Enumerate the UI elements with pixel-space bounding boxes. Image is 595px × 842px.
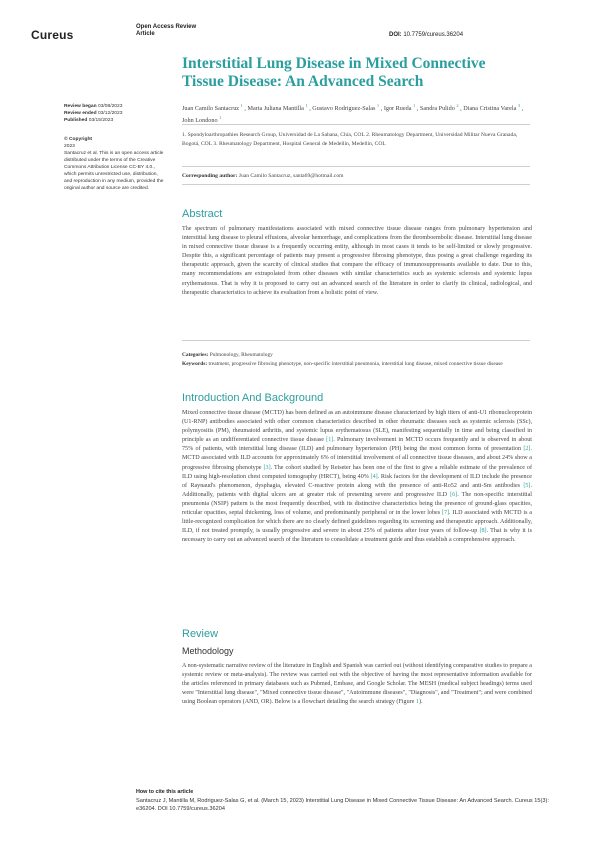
- divider: [182, 340, 530, 341]
- paragraph-text: Mixed connective tissue disease (MCTD) has been defined as an autoimmune disease characterized by high titers of anti-U1 ribonucleoprotein (U1-RNP) antibodies associated with other common characteristics described in other rheumatic diseases such as systemic sclerosis (SSc), polymyositis (PM), rheumatoid arthritis, and systemic lupus erythematosus (SLE), manifesting sequentially in time and being classified in principle as an undifferentiated connective tissue disease: [182, 410, 532, 444]
- review-ended-date: 03/12/2023: [97, 111, 123, 116]
- abstract-text: The spectrum of pulmonary manifestations associated with mixed connective tissue disease ranges from pulmonary hypertension and interstitial lung disease to pleural effusions, alveolar hemorrhage, and complications from the thromboembolic disease. Interstitial lung disease in mixed connective tissue disease is a frequently occurring entity, although in most cases it tends to be self-limited or slowly progressive. Despite this, a significant percentage of patients may present a progressive fibrosing phenotype, thus posing a great challenge regarding its therapeutic approach, given the scarcity of clinical studies that compare the efficacy of immunosuppressants available to date. Due to this, many recommendations are extrapolated from other diseases with similar characteristics such as systemic sclerosis and systemic lupus erythematosus. That is why it is proposed to carry out an advanced search of the literature in order to clarify its clinical, radiological, and therapeutic characteristics to achieve its evaluation from a holistic point of view.: [182, 226, 532, 296]
- categories-text[interactable]: Pulmonology, Rheumatology: [209, 352, 273, 358]
- paragraph-text: . The non-specific interstitial pneumonia (NSIP) pattern is the most frequently described, with its distinctive characteristics being the presence of ground-glass opacities, reticular opacities, septal thickening, loss of volume, and predominantly peripheral or in the lower lobes: [182, 491, 532, 517]
- paragraph-text: . Risk factors for the development of ILD include the presence of Raynaud's phenomenon, dysphagia, elevated C-reactive protein along with the presence of anti-Ro52 and anti-Sm antibodies: [182, 473, 532, 489]
- affil-num: 2.: [366, 132, 371, 138]
- affil-text: Rheumatology Department, Hospital General de Medellín, Medellín, COL: [218, 140, 386, 147]
- paragraph-text: . Pulmonary involvement in MCTD occurs frequently and is observed in about 75% of patients, with interstitial lung disease (ILD) and pulmonary hypertension (PH) being the most common forms of presentation: [182, 437, 532, 453]
- author-name[interactable]: Sandra Pulido: [419, 105, 455, 113]
- author-name[interactable]: Igor Rueda: [383, 105, 412, 113]
- cite-text: Santacruz J, Mantilla M, Rodriguez-Salas G, et al. (March 15, 2023) Interstitial Lung Disease in Mixed Connective Tissue Disease: An Advanced Search. Cureus 15(3): e36204. DOI 10.7759/cureus.36204: [136, 798, 549, 812]
- review-began-date: 03/08/2023: [97, 104, 123, 109]
- methodology-heading: Methodology: [182, 646, 234, 656]
- citation-link[interactable]: [1]: [326, 437, 334, 444]
- citation-link[interactable]: [4]: [370, 473, 378, 480]
- keywords: [182, 360, 532, 368]
- article-type-line2: Article: [136, 31, 155, 37]
- copyright-title: [64, 136, 164, 143]
- abstract-heading: Abstract: [182, 208, 223, 220]
- review-began-label: Review began: [64, 104, 97, 109]
- citation-link[interactable]: [7]: [441, 510, 450, 517]
- divider: [182, 166, 530, 167]
- author-affil: 1: [305, 103, 308, 108]
- cite-heading: How to cite this article: [136, 789, 194, 795]
- affil-text: Rheumatology Department, Universidad Militar Nueva Granada, Bogotá, COL: [182, 132, 518, 147]
- copyright: [64, 136, 164, 192]
- keywords-label: Keywords:: [182, 361, 208, 367]
- figure-link[interactable]: 1: [415, 699, 419, 706]
- paragraph-text: . That is why it is necessary to carry out an advanced search of the literature to consolidate a treatment guide and thus establish a comprehensive approach.: [182, 528, 532, 544]
- paragraph-text: ).: [418, 699, 423, 706]
- citation-link[interactable]: [6]: [450, 491, 458, 498]
- author-affil: 1: [240, 103, 243, 108]
- published: [64, 117, 164, 124]
- doi: [389, 32, 463, 38]
- keywords-text: treatment, progressive fibrosing phenotype, non-specific interstitial pneumonia, interstitial lung disease, mixed connective tissue disease: [208, 361, 503, 367]
- corresponding-text[interactable]: Juan Camilo Santacruz, santa69@hotmail.com: [238, 173, 344, 179]
- review-began: [64, 103, 164, 110]
- article-type-line1: Open Access Review: [136, 24, 197, 30]
- copyright-year: 2023: [64, 144, 75, 149]
- author-name[interactable]: John Londono: [182, 117, 218, 125]
- article-title: Interstitial Lung Disease in Mixed Connective Tissue Disease: An Advanced Search: [182, 55, 486, 90]
- author-affil: 1: [376, 103, 380, 108]
- license-text: Santacruz et al. This is an open access article distributed under the terms of the Creative Commons Attribution License CC-BY 4.0., which permits unrestricted use, distribution, and reproduction in any medium, provided the original author and source are credited.: [64, 151, 164, 191]
- doi-label: DOI:: [389, 32, 402, 38]
- author-name[interactable]: Gustavo Rodriguez-Salas: [312, 105, 376, 113]
- author-list: Juan Camilo Santacruz $^1$ , Marta Juliana Mantilla $^1$ , Gustavo Rodriguez-Salas $^1$ , Igor Rueda $^1$ , Sandra Pulido $^2$ , Diana Cristina Varela $^3$ , John Londono $^1$: [182, 103, 524, 125]
- paragraph-text: . Additionally, patients with digital ulcers are at greater risk of presenting severe and progressive ILD: [182, 482, 532, 498]
- paragraph-text: . ILD associated with MCTD is a little-recognized complication for which there are no clearly defined guidelines regarding its screening and therapeutic approach. Additionally, ILD, if not treated promptly, is usually progressive and severe in about 25% of patients after four years of follow-up: [182, 510, 532, 535]
- published-label: Published: [64, 118, 88, 123]
- author-affil: 1: [413, 103, 416, 108]
- author-affil: 1: [219, 115, 222, 121]
- affil-num: 1.: [182, 132, 187, 138]
- article-type: [136, 24, 196, 38]
- journal-logo: Cureus: [31, 28, 74, 42]
- affil-text: Spondyloarthropathies Research Group, Universidad de La Sabana, Chía, COL: [187, 132, 365, 138]
- affil-num: 3.: [213, 140, 218, 147]
- author-name[interactable]: Juan Camilo Santacruz: [182, 105, 240, 113]
- citation-link[interactable]: [5]: [523, 482, 531, 489]
- review-ended-label: Review ended: [64, 111, 97, 116]
- author-name[interactable]: Marta Juliana Mantilla: [247, 105, 304, 113]
- review-ended: [64, 110, 164, 117]
- author-name[interactable]: Diana Cristina Varela: [463, 105, 517, 113]
- corresponding-label: Corresponding author:: [182, 173, 238, 179]
- paragraph-text: . The cohort studied by Reiseter has been one of the first to give a reliable estimate of the prevalence of ILD using high-resolution chest computed tomography (HRCT), being 40%: [182, 464, 533, 480]
- published-date: 03/15/2023: [88, 118, 114, 123]
- categories: [182, 351, 532, 359]
- author-affil: 2: [456, 103, 459, 108]
- corresponding-author: [182, 173, 532, 179]
- divider: [182, 124, 530, 125]
- categories-label: Categories:: [182, 352, 209, 358]
- copyright-label: © Copyright: [64, 137, 93, 142]
- doi-link[interactable]: 10.7759/cureus.36204: [403, 32, 464, 38]
- introduction-heading: Introduction And Background: [182, 392, 324, 404]
- affiliations: [182, 131, 532, 148]
- paragraph-text: . MCTD associated with ILD accounts for approximately 6% of interstitial involvement of all connective tissue diseases, and about 24% show a progressive fibrosing phenotype: [182, 446, 532, 471]
- introduction-text: [182, 409, 532, 545]
- review-dates: [64, 103, 164, 124]
- citation-link[interactable]: [2]: [523, 446, 531, 453]
- methodology-text: [182, 662, 532, 707]
- citation-link[interactable]: [3]: [263, 464, 271, 471]
- citation-link[interactable]: [8]: [479, 528, 487, 535]
- divider: [182, 184, 530, 185]
- paragraph-text: A non-systematic narrative review of the literature in English and Spanish was carried out (without identifying comparative studies to prepare a systemic review or meta-analysis). The review was carried out with the objective of having the most representative information available for the articles referenced in primary databases such as Pubmed, Embase, and Google Scholar. The MESH (medical subject headings) terms used were "Interstitial lung disease", "Mixed connective tissue disease", "Autoimmune diseases", "Diagnosis", and "Treatment"; and were combined using Boolean operators (AND, OR). Below is a flowchart detailing the search strategy (Figure: [182, 663, 532, 706]
- author-affil: 3: [517, 103, 521, 108]
- review-heading: Review: [182, 628, 219, 640]
